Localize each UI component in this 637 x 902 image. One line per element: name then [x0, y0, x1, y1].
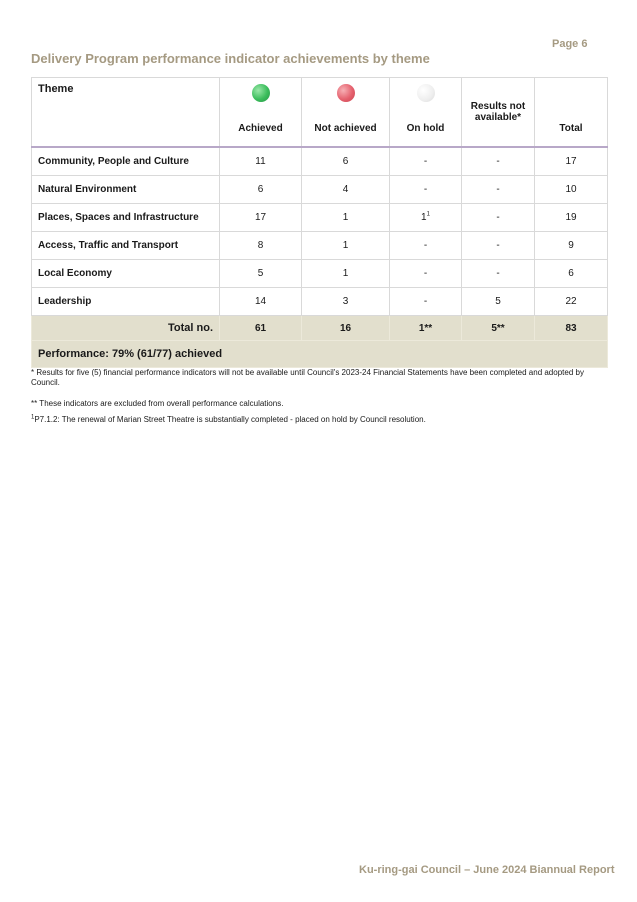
row-results-not-available: - [462, 232, 535, 260]
results-note: * Results for five (5) financial performance indicators will not be available until Council's 2023-24 Financial Statements have been completed and adopted by Council. [31, 368, 584, 387]
row-not-achieved: 6 [302, 147, 390, 176]
on-hold-value: - [423, 184, 428, 195]
report-footer: Ku-ring-gai Council – June 2024 Biannual Report [359, 864, 615, 876]
row-not-achieved: 1 [302, 204, 390, 232]
row-on-hold [390, 260, 462, 288]
header-not-achieved-label: Not achieved [314, 123, 377, 134]
row-results-not-available: - [462, 176, 535, 204]
row-not-achieved: 1 [302, 260, 390, 288]
header-achieved [220, 78, 302, 148]
table-row [32, 232, 608, 260]
on-hold-value: - [423, 296, 428, 307]
on-hold-value: - [423, 240, 428, 251]
footnote-marker: 1 [31, 414, 35, 421]
row-total: 22 [535, 288, 608, 316]
row-on-hold [390, 232, 462, 260]
not-achieved-indicator-icon [337, 84, 355, 102]
on-hold-value: - [423, 156, 428, 167]
footnote-text: P7.1.2: The renewal of Marian Street Theatre is substantially completed - placed on hold by Council resolution. [34, 415, 426, 424]
performance-summary: Performance: 79% (61/77) achieved [32, 341, 608, 368]
row-not-achieved: 3 [302, 288, 390, 316]
header-results-not-available: Results not available* [462, 78, 535, 148]
page-number: Page 6 [552, 38, 588, 50]
row-theme: Places, Spaces and Infrastructure [32, 204, 220, 232]
row-theme: Access, Traffic and Transport [32, 232, 220, 260]
header-theme: Theme [32, 78, 220, 148]
row-achieved: 17 [220, 204, 302, 232]
row-achieved: 6 [220, 176, 302, 204]
totals-achieved: 61 [220, 316, 302, 341]
on-hold-value: - [423, 268, 428, 279]
row-achieved: 14 [220, 288, 302, 316]
table-row [32, 176, 608, 204]
header-total: Total [535, 78, 608, 148]
header-on-hold [390, 78, 462, 148]
on-hold-value: 1 [421, 212, 427, 223]
row-total: 17 [535, 147, 608, 176]
table-row [32, 288, 608, 316]
row-total: 9 [535, 232, 608, 260]
totals-not-achieved: 16 [302, 316, 390, 341]
header-achieved-label: Achieved [238, 123, 283, 134]
row-results-not-available: - [462, 147, 535, 176]
footnote [31, 415, 609, 425]
row-results-not-available: - [462, 260, 535, 288]
row-theme: Local Economy [32, 260, 220, 288]
totals-on-hold: 1** [390, 316, 462, 341]
table-row [32, 260, 608, 288]
performance-row [32, 341, 608, 368]
row-not-achieved: 4 [302, 176, 390, 204]
row-achieved: 11 [220, 147, 302, 176]
on-hold-footnote: 1 [426, 211, 430, 218]
row-results-not-available: 5 [462, 288, 535, 316]
row-results-not-available: - [462, 204, 535, 232]
excluded-note: ** These indicators are excluded from overall performance calculations. [31, 399, 284, 408]
row-achieved: 5 [220, 260, 302, 288]
row-theme: Natural Environment [32, 176, 220, 204]
row-total: 6 [535, 260, 608, 288]
row-theme: Community, People and Culture [32, 147, 220, 176]
row-achieved: 8 [220, 232, 302, 260]
totals-results-not-available: 5** [462, 316, 535, 341]
row-on-hold [390, 288, 462, 316]
table-row [32, 147, 608, 176]
totals-label: Total no. [32, 316, 220, 341]
totals-row [32, 316, 608, 341]
totals-total: 83 [535, 316, 608, 341]
table-row [32, 204, 608, 232]
table-header-row [32, 78, 608, 148]
header-on-hold-label: On hold [406, 123, 445, 134]
header-not-achieved [302, 78, 390, 148]
achieved-indicator-icon [252, 84, 270, 102]
row-on-hold [390, 204, 462, 232]
row-theme: Leadership [32, 288, 220, 316]
row-not-achieved: 1 [302, 232, 390, 260]
on-hold-indicator-icon [417, 84, 435, 102]
page-title: Delivery Program performance indicator achievements by theme [31, 51, 430, 66]
row-total: 10 [535, 176, 608, 204]
row-on-hold [390, 176, 462, 204]
performance-table [31, 77, 608, 368]
row-on-hold [390, 147, 462, 176]
row-total: 19 [535, 204, 608, 232]
